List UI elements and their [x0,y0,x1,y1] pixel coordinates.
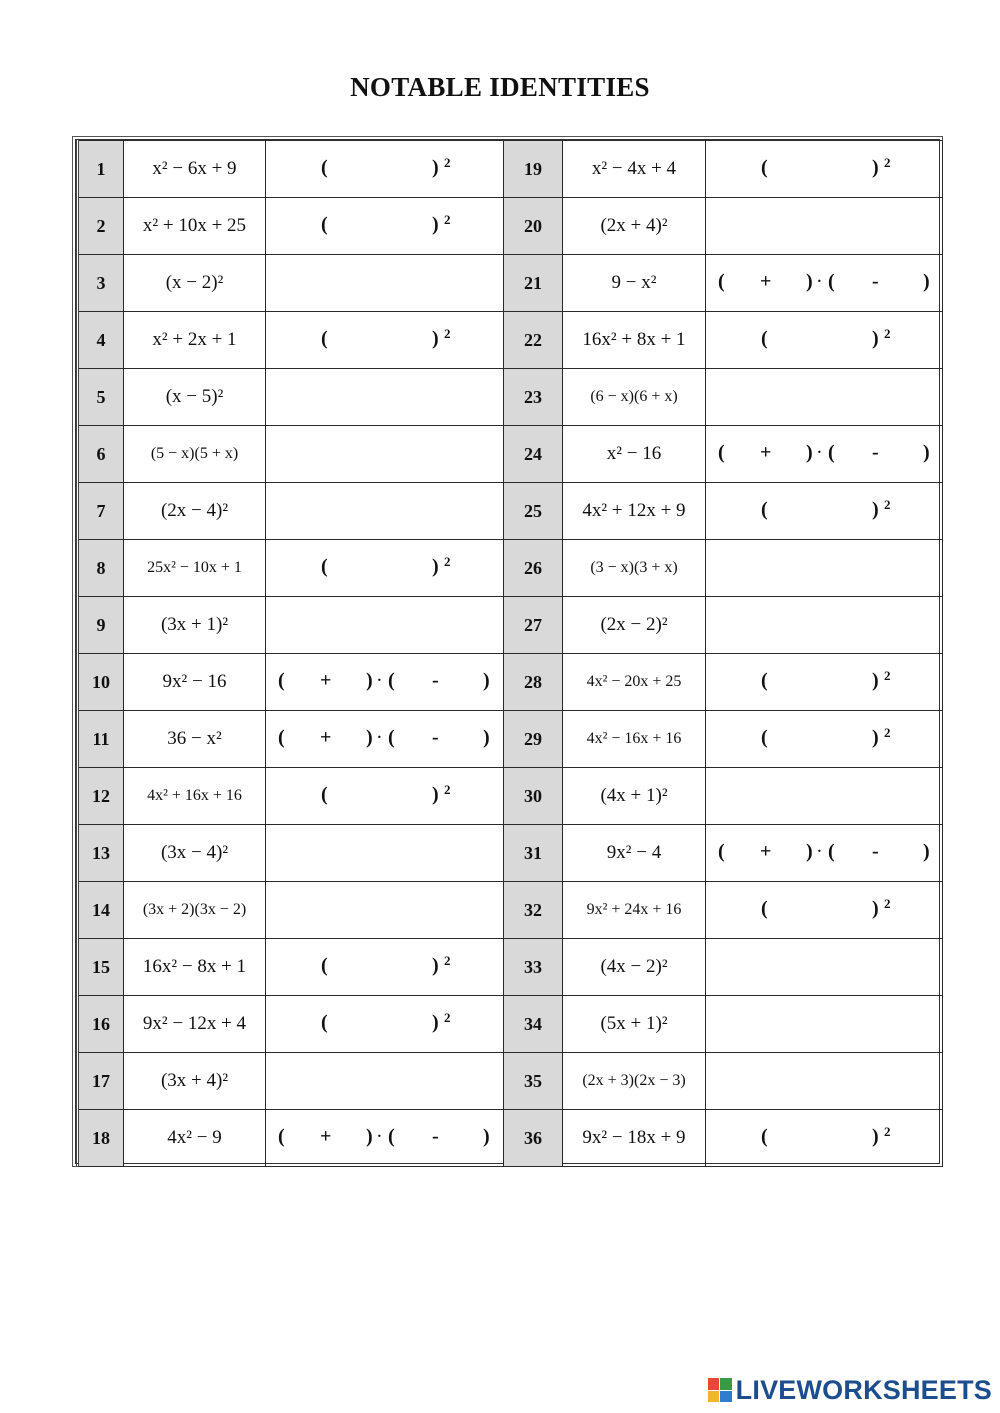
close-paren: ) [432,1011,439,1034]
close-paren: ) [432,327,439,350]
expression: 9x² − 12x + 4 [124,996,266,1053]
expression: (4x + 1)² [563,768,706,825]
answer-cell[interactable] [706,996,943,1053]
minus-sign: - [432,1125,439,1148]
plus-sign: + [760,270,772,293]
square-exponent: 2 [444,155,451,170]
close-paren: ) [483,1125,490,1148]
close-paren: ) [432,555,439,578]
exercise-number: 32 [504,882,563,939]
expression: x² − 6x + 9 [124,141,266,198]
close-paren: ) [872,669,879,692]
exercise-number: 11 [78,711,124,768]
square-exponent: 2 [444,782,451,797]
answer-cell[interactable] [266,255,504,312]
expression: x² + 2x + 1 [124,312,266,369]
answer-cell[interactable] [706,369,943,426]
open-paren: ( [388,669,395,692]
exercise-number: 6 [78,426,124,483]
answer-cell[interactable] [706,141,943,198]
close-paren: ) [872,498,879,521]
open-paren: ( [761,669,768,692]
answer-cell[interactable] [706,312,943,369]
open-paren: ( [761,726,768,749]
liveworksheets-logo [708,1373,992,1407]
identities-table [76,140,943,1167]
open-paren: ( [828,441,835,464]
expression: (2x − 2)² [563,597,706,654]
answer-cell[interactable] [706,654,943,711]
dot-sign: · [376,669,383,692]
close-paren: ) [872,726,879,749]
answer-cell[interactable] [706,1110,943,1167]
square-exponent: 2 [444,554,451,569]
exercise-number: 26 [504,540,563,597]
answer-cell[interactable] [266,882,504,939]
table-row [78,369,943,426]
square-exponent: 2 [444,212,451,227]
close-paren: ) [806,270,813,293]
expression: 16x² + 8x + 1 [563,312,706,369]
expression: (3x − 4)² [124,825,266,882]
close-paren: ) [432,156,439,179]
square-exponent: 2 [884,896,891,911]
exercise-number: 33 [504,939,563,996]
open-paren: ( [761,498,768,521]
expression: (3x + 4)² [124,1053,266,1110]
close-paren: ) [366,726,373,749]
exercise-number: 21 [504,255,563,312]
expression: (6 − x)(6 + x) [563,369,706,426]
exercise-number: 2 [78,198,124,255]
answer-cell[interactable] [266,483,504,540]
expression: x² − 4x + 4 [563,141,706,198]
exercise-number: 19 [504,141,563,198]
square-exponent: 2 [884,326,891,341]
open-paren: ( [828,840,835,863]
open-paren: ( [321,327,328,350]
dot-sign: · [816,441,823,464]
answer-cell[interactable] [266,939,504,996]
exercise-number: 31 [504,825,563,882]
exercise-number: 24 [504,426,563,483]
expression: (4x − 2)² [563,939,706,996]
expression: 4x² + 16x + 16 [124,768,266,825]
expression: (2x + 3)(2x − 3) [563,1053,706,1110]
answer-cell[interactable] [266,654,504,711]
expression: (x − 2)² [124,255,266,312]
table-row [78,1110,943,1167]
logo-text: LIVEWORKSHEETS [735,1374,992,1405]
answer-cell[interactable] [706,939,943,996]
table-row [78,426,943,483]
square-exponent: 2 [884,1124,891,1139]
answer-cell[interactable] [266,198,504,255]
minus-sign: - [872,840,879,863]
open-paren: ( [761,897,768,920]
table-row [78,198,943,255]
close-paren: ) [806,441,813,464]
table-row [78,141,943,198]
answer-cell[interactable] [706,1053,943,1110]
exercise-number: 4 [78,312,124,369]
plus-sign: + [320,669,332,692]
exercise-number: 25 [504,483,563,540]
table-row [78,768,943,825]
close-paren: ) [483,726,490,749]
expression: 9 − x² [563,255,706,312]
expression: x² − 16 [563,426,706,483]
table-row [78,597,943,654]
open-paren: ( [761,327,768,350]
exercise-number: 13 [78,825,124,882]
exercise-number: 1 [78,141,124,198]
exercise-number: 14 [78,882,124,939]
logo-mark-icon [708,1378,732,1402]
expression: 4x² − 16x + 16 [563,711,706,768]
minus-sign: - [872,441,879,464]
exercise-number: 22 [504,312,563,369]
answer-cell[interactable] [706,198,943,255]
dot-sign: · [376,726,383,749]
dot-sign: · [816,270,823,293]
minus-sign: - [432,726,439,749]
answer-cell[interactable] [266,825,504,882]
exercise-number: 34 [504,996,563,1053]
square-exponent: 2 [444,953,451,968]
expression: 9x² + 24x + 16 [563,882,706,939]
exercise-number: 20 [504,198,563,255]
answer-cell[interactable] [706,255,943,312]
exercise-number: 36 [504,1110,563,1167]
exercise-number: 10 [78,654,124,711]
table-row [78,882,943,939]
open-paren: ( [718,840,725,863]
answer-cell[interactable] [266,426,504,483]
answer-cell[interactable] [706,597,943,654]
minus-sign: - [432,669,439,692]
table-row [78,255,943,312]
close-paren: ) [806,840,813,863]
square-exponent: 2 [444,326,451,341]
close-paren: ) [923,840,930,863]
exercise-number: 23 [504,369,563,426]
answer-cell[interactable] [266,312,504,369]
open-paren: ( [321,156,328,179]
exercise-number: 5 [78,369,124,426]
table-row [78,1053,943,1110]
expression: (3x + 2)(3x − 2) [124,882,266,939]
expression: 36 − x² [124,711,266,768]
expression: (2x + 4)² [563,198,706,255]
plus-sign: + [320,1125,332,1148]
exercise-number: 35 [504,1053,563,1110]
plus-sign: + [320,726,332,749]
answer-cell[interactable] [266,1110,504,1167]
table-row [78,996,943,1053]
plus-sign: + [760,840,772,863]
expression: 9x² − 4 [563,825,706,882]
answer-cell[interactable] [266,711,504,768]
table-row [78,825,943,882]
open-paren: ( [278,1125,285,1148]
minus-sign: - [872,270,879,293]
answer-cell[interactable] [706,540,943,597]
exercise-number: 8 [78,540,124,597]
table-row [78,939,943,996]
table-row [78,540,943,597]
expression: 9x² − 18x + 9 [563,1110,706,1167]
expression: 4x² − 9 [124,1110,266,1167]
expression: x² + 10x + 25 [124,198,266,255]
open-paren: ( [718,270,725,293]
close-paren: ) [366,669,373,692]
open-paren: ( [321,213,328,236]
close-paren: ) [366,1125,373,1148]
open-paren: ( [321,1011,328,1034]
open-paren: ( [718,441,725,464]
open-paren: ( [278,669,285,692]
open-paren: ( [321,954,328,977]
exercise-number: 27 [504,597,563,654]
expression: 4x² − 20x + 25 [563,654,706,711]
dot-sign: · [816,840,823,863]
exercise-number: 28 [504,654,563,711]
close-paren: ) [483,669,490,692]
answer-cell[interactable] [706,426,943,483]
plus-sign: + [760,441,772,464]
close-paren: ) [432,954,439,977]
close-paren: ) [872,1125,879,1148]
exercise-number: 7 [78,483,124,540]
worksheet-title: NOTABLE IDENTITIES [350,72,650,102]
open-paren: ( [321,555,328,578]
answer-cell[interactable] [706,483,943,540]
close-paren: ) [432,213,439,236]
open-paren: ( [388,726,395,749]
open-paren: ( [761,1125,768,1148]
exercise-number: 18 [78,1110,124,1167]
answer-cell[interactable] [706,825,943,882]
answer-cell[interactable] [266,996,504,1053]
expression: (5 − x)(5 + x) [124,426,266,483]
open-paren: ( [761,156,768,179]
square-exponent: 2 [884,497,891,512]
exercise-number: 12 [78,768,124,825]
expression: 25x² − 10x + 1 [124,540,266,597]
exercise-number: 9 [78,597,124,654]
exercise-number: 30 [504,768,563,825]
answer-cell[interactable] [266,597,504,654]
close-paren: ) [872,327,879,350]
answer-cell[interactable] [266,141,504,198]
square-exponent: 2 [884,668,891,683]
exercise-number: 17 [78,1053,124,1110]
answer-cell[interactable] [706,768,943,825]
open-paren: ( [321,783,328,806]
open-paren: ( [828,270,835,293]
table-row [78,483,943,540]
square-exponent: 2 [884,155,891,170]
expression: (5x + 1)² [563,996,706,1053]
open-paren: ( [278,726,285,749]
table-row [78,711,943,768]
answer-cell[interactable] [706,711,943,768]
close-paren: ) [432,783,439,806]
table-row [78,654,943,711]
exercise-number: 3 [78,255,124,312]
square-exponent: 2 [884,725,891,740]
expression: (3 − x)(3 + x) [563,540,706,597]
answer-cell[interactable] [266,540,504,597]
close-paren: ) [872,897,879,920]
expression: 9x² − 16 [124,654,266,711]
identities-table-frame [72,136,943,1167]
expression: 16x² − 8x + 1 [124,939,266,996]
close-paren: ) [923,270,930,293]
answer-cell[interactable] [706,882,943,939]
answer-cell[interactable] [266,369,504,426]
answer-cell[interactable] [266,1053,504,1110]
exercise-number: 16 [78,996,124,1053]
expression: (3x + 1)² [124,597,266,654]
answer-cell[interactable] [266,768,504,825]
close-paren: ) [872,156,879,179]
expression: (x − 5)² [124,369,266,426]
table-row [78,312,943,369]
exercise-number: 15 [78,939,124,996]
expression: 4x² + 12x + 9 [563,483,706,540]
open-paren: ( [388,1125,395,1148]
dot-sign: · [376,1125,383,1148]
close-paren: ) [923,441,930,464]
exercise-number: 29 [504,711,563,768]
square-exponent: 2 [444,1010,451,1025]
expression: (2x − 4)² [124,483,266,540]
